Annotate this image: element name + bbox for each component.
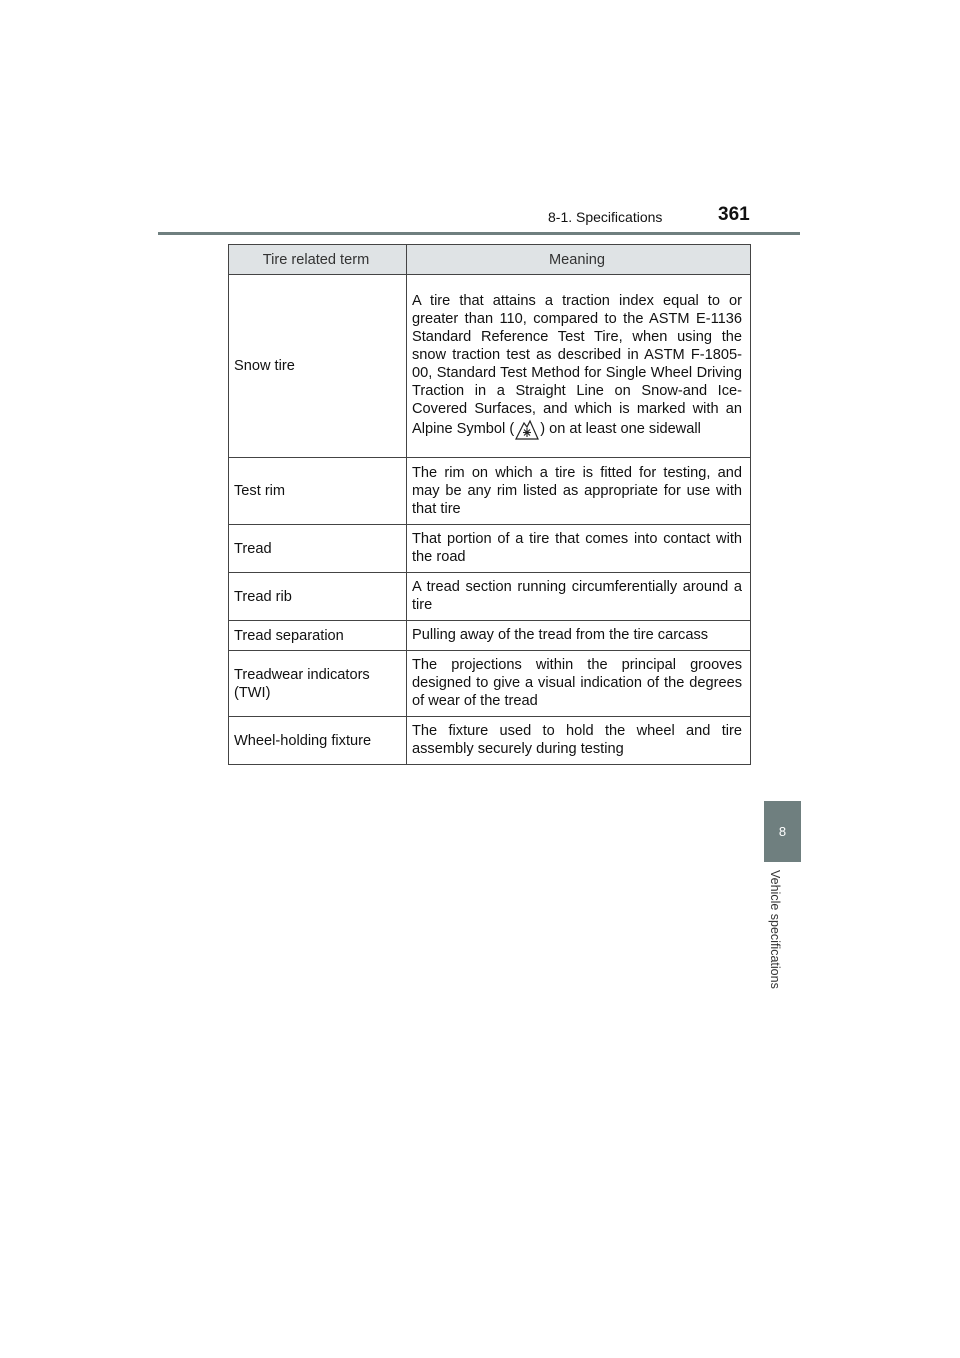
column-header-meaning: Meaning	[407, 245, 751, 275]
meaning-cell	[407, 275, 751, 458]
chapter-tab: 8	[764, 801, 801, 862]
column-header-term: Tire related term	[229, 245, 407, 275]
table-row	[229, 525, 751, 573]
meaning-cell: Pulling away of the tread from the tire carcass	[407, 621, 751, 651]
meaning-cell: A tread section running circumferentially around a tire	[407, 573, 751, 621]
table-row	[229, 573, 751, 621]
tire-terms-table	[228, 244, 751, 765]
meaning-cell: That portion of a tire that comes into contact with the road	[407, 525, 751, 573]
chapter-side-label: Vehicle specifications	[768, 870, 782, 989]
table-row	[229, 651, 751, 717]
table-row	[229, 621, 751, 651]
term-cell: Tread separation	[229, 621, 407, 651]
term-cell: Snow tire	[229, 275, 407, 458]
term-cell: Tread	[229, 525, 407, 573]
term-cell: Test rim	[229, 458, 407, 525]
meaning-cell: The fixture used to hold the wheel and tire assembly securely during testing	[407, 717, 751, 765]
meaning-cell: The projections within the principal grooves designed to give a visual indication of the degrees of wear of the tread	[407, 651, 751, 717]
meaning-text: A tire that attains a traction index equal to or greater than 110, compared to the ASTM E-1136 Standard Reference Test Tire, when using the snow traction test as described in ASTM F-1805-00, Standard Test Method for Single Wheel Driving Traction in a Straight Line on Snow-and Ice-Covered Surfaces, and which is marked with an Alpine Symbol (	[412, 292, 742, 437]
page-number: 361	[718, 204, 750, 225]
term-cell: Treadwear indicators (TWI)	[229, 651, 407, 717]
table-row	[229, 717, 751, 765]
term-cell: Tread rib	[229, 573, 407, 621]
alpine-symbol-icon	[514, 418, 540, 440]
meaning-text: ) on at least one sidewall	[540, 420, 701, 437]
table-row	[229, 458, 751, 525]
header-divider	[158, 232, 800, 235]
section-title: 8-1. Specifications	[548, 209, 663, 225]
table-row	[229, 275, 751, 458]
meaning-cell: The rim on which a tire is fitted for testing, and may be any rim listed as appropriate for use with that tire	[407, 458, 751, 525]
term-cell: Wheel-holding fixture	[229, 717, 407, 765]
table-header-row	[229, 245, 751, 275]
